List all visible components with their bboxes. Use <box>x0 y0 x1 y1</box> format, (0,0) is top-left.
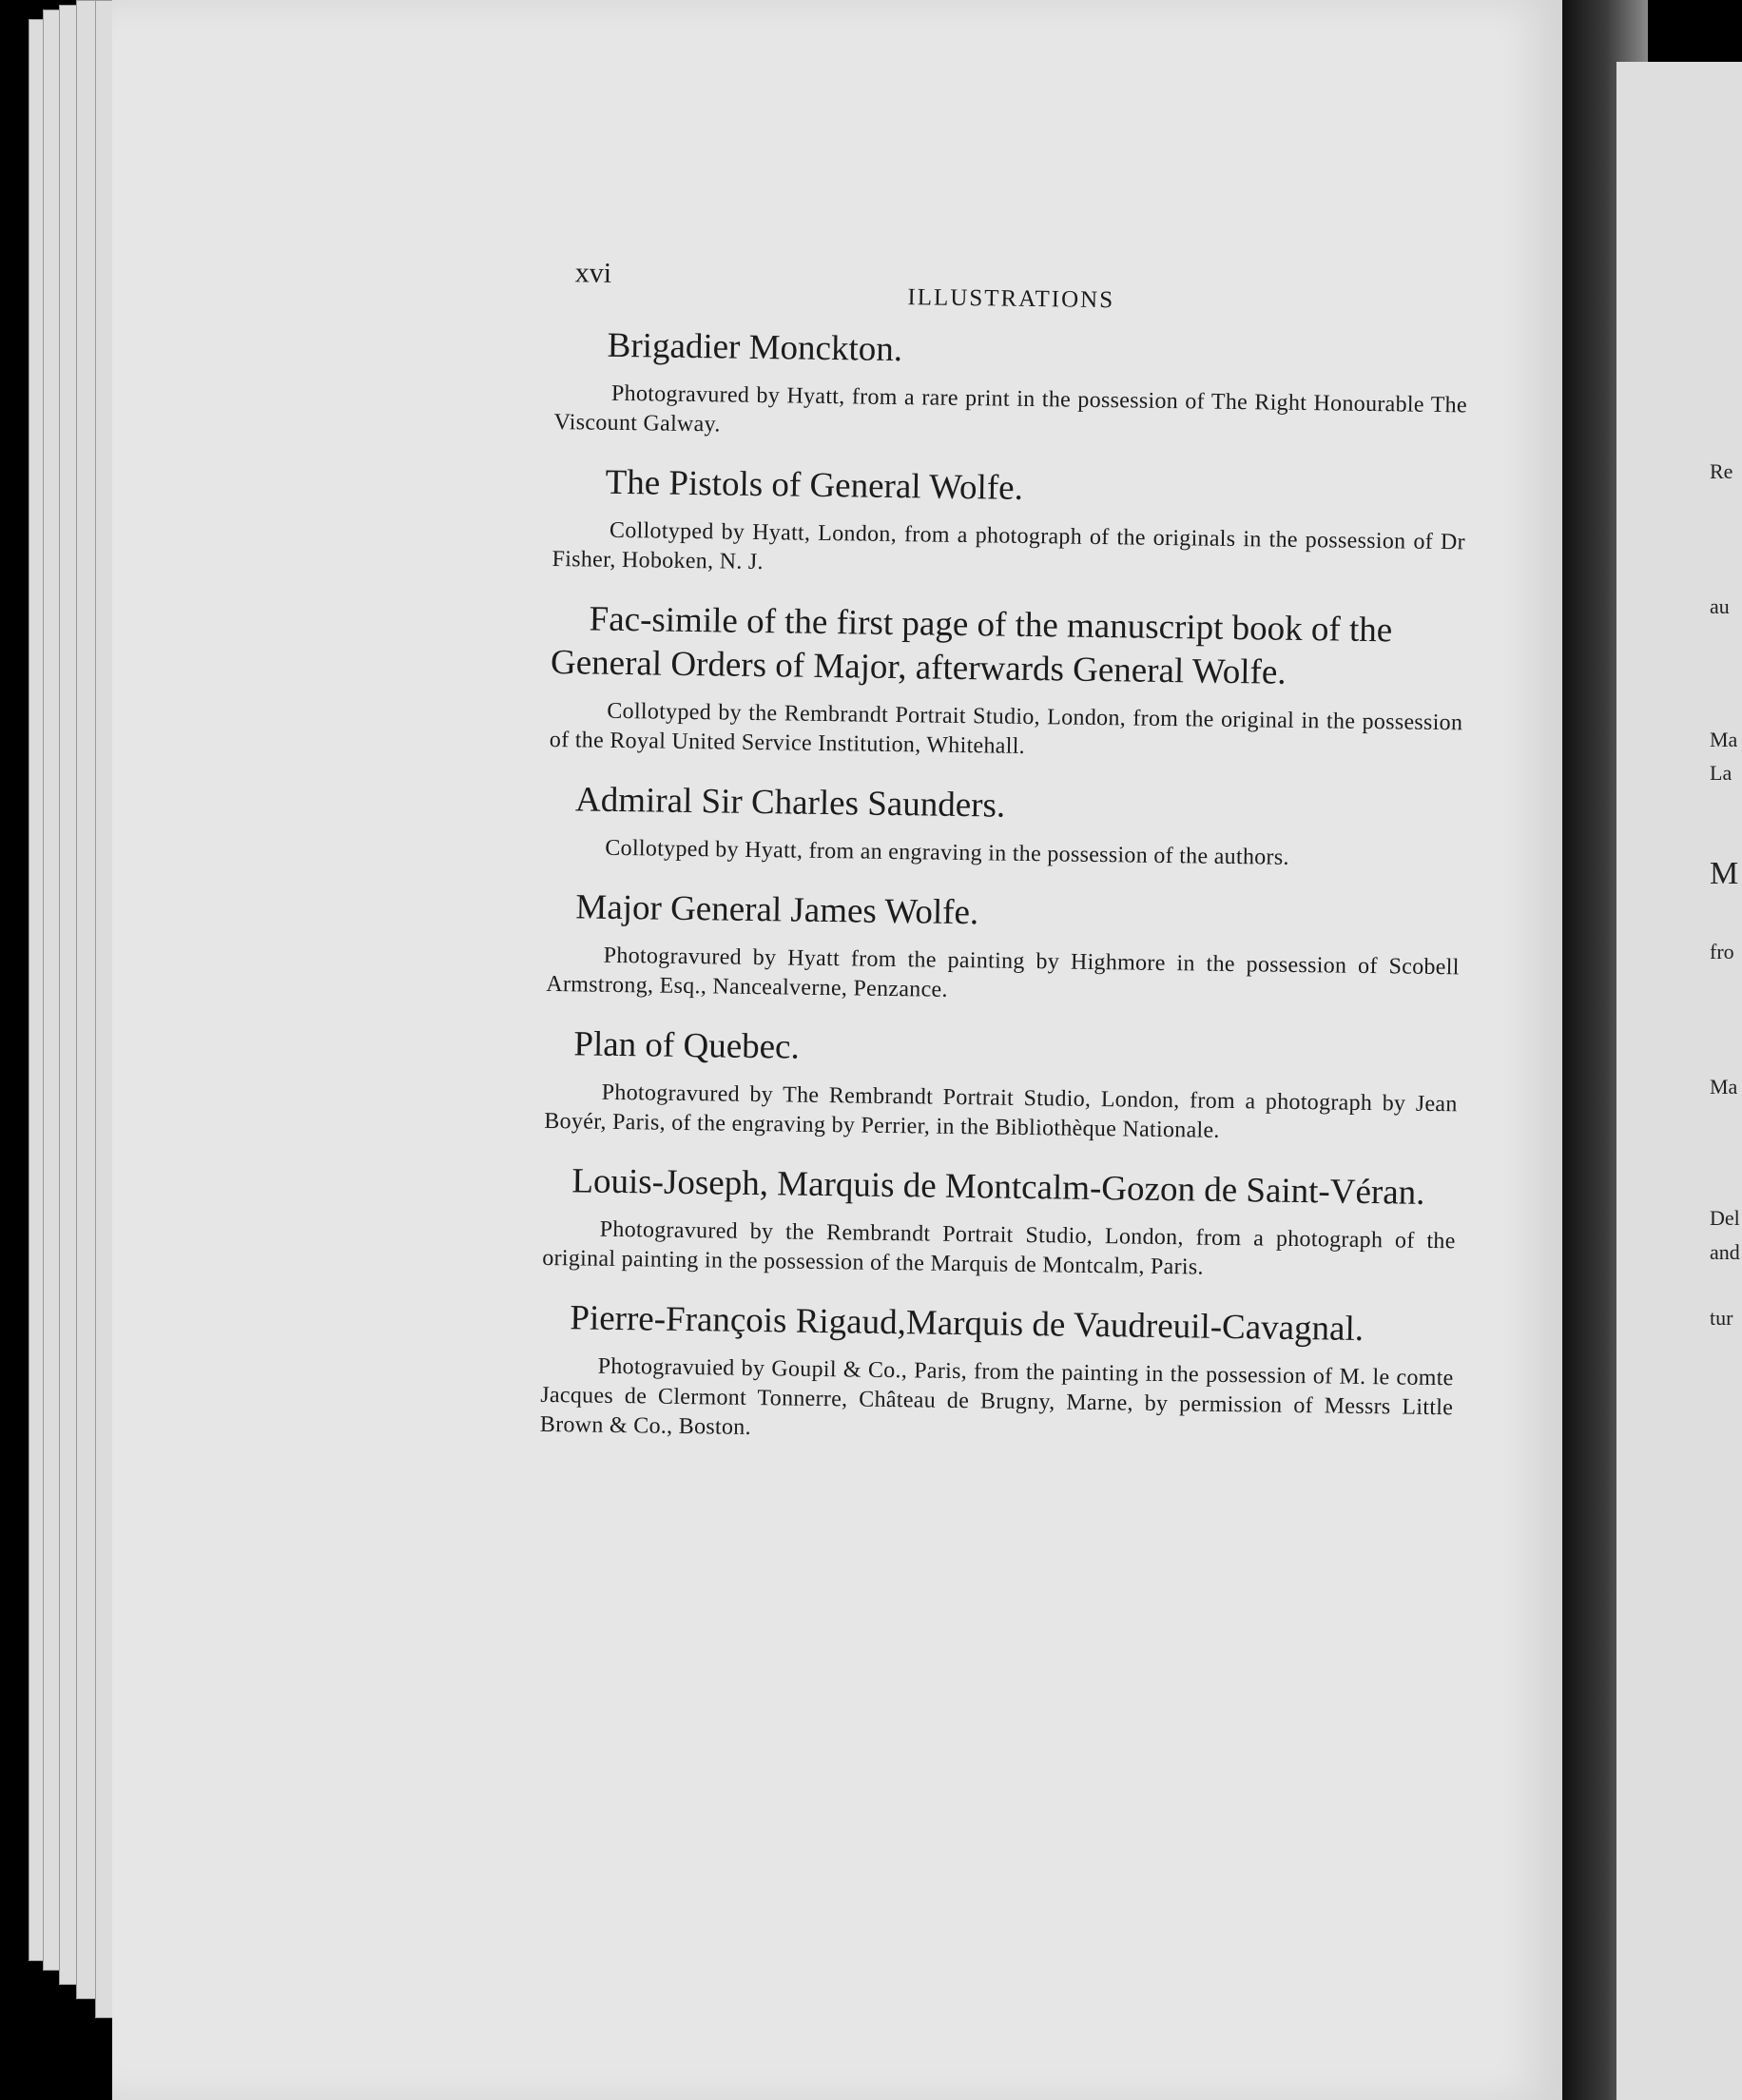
entry-title-text: Plan of Quebec. <box>573 1024 801 1067</box>
entry-title <box>547 885 1461 942</box>
illustration-entry <box>546 885 1461 1012</box>
page-content <box>539 257 1469 1475</box>
entry-description: Photogravuied by Goupil & Co., Paris, from the painting in the possession of M. le comte Jacques de Clermont Tonnerre, Château de Brugny, Marne, by permission of Messrs Little Brown & Co., Boston. <box>539 1353 1454 1440</box>
entry-description: Collotyped by Hyatt, London, from a photograph of the originals in the possession of Dr Fisher, Hoboken, N. J. <box>552 517 1466 575</box>
entry-title: Louis-Joseph, Marquis de Montcalm-Gozon de Saint-Véran. <box>571 1161 1425 1213</box>
entry-description: Photogravured by Hyatt, from a rare print in the possession of The Right Honourable The Viscount Galway. <box>553 380 1468 438</box>
facing-page-fragment: fro <box>1710 940 1734 963</box>
facing-page-fragment: La <box>1710 761 1732 785</box>
entry-description: Photogravured by the Rembrandt Portrait Studio, London, from a photograph of the original painting in the possession of the Marquis de Montcalm, Paris. <box>542 1216 1456 1280</box>
illustration-entry <box>553 323 1468 450</box>
facing-page-fragment: Ma <box>1710 1075 1738 1099</box>
entry-title: Fac-simile of the first page of the manuscript book of the General Orders of Major, afterwards General Wolfe. <box>550 599 1393 692</box>
facing-page-fragment: tur <box>1710 1306 1733 1330</box>
entry-description: Collotyped by the Rembrandt Portrait Studio, London, from the original in the possession of the Royal United Service Institution, Whitehall. <box>549 698 1463 759</box>
illustration-entry <box>548 778 1461 875</box>
illustration-entry <box>544 1022 1459 1149</box>
entry-description: Collotyped by Hyatt, from an engraving in the possession of the authors. <box>605 835 1289 870</box>
illustration-entry <box>540 1296 1455 1452</box>
entry-description: Photogravured by Hyatt from the painting by Highmore in the possession of Scobell Armstrong, Esq., Nancealverne, Penzance. <box>546 943 1460 1002</box>
illustration-entry <box>552 460 1466 587</box>
entry-title: Pierre-François Rigaud,Marquis de Vaudreuil-Cavagnal. <box>570 1298 1365 1349</box>
entry-title-text: Admiral Sir Charles Saunders. <box>574 780 1006 826</box>
entry-title <box>545 1022 1459 1079</box>
entry-title-text: Brigadier Monckton. <box>607 325 903 370</box>
facing-page-fragment: and <box>1710 1240 1740 1264</box>
entry-title <box>549 778 1462 834</box>
running-head: ILLUSTRATIONS <box>907 284 1115 314</box>
entry-title-text: The Pistols of General Wolfe. <box>605 462 1024 508</box>
page-header <box>555 257 1469 336</box>
entry-title-text: Major General James Wolfe. <box>575 887 979 933</box>
facing-page-fragment: Ma <box>1710 728 1738 751</box>
facing-page-fragment: Del <box>1710 1206 1740 1230</box>
entry-description: Photogravured by The Rembrandt Portrait Studio, London, from a photograph by Jean Boyér, Paris, of the engraving by Perrier, in the Bibliothèque Nationale. <box>544 1079 1458 1143</box>
illustration-entry <box>550 597 1464 768</box>
facing-page-fragment: Re <box>1710 459 1733 483</box>
illustration-entry <box>542 1159 1457 1286</box>
facing-page-fragment: M <box>1710 856 1739 891</box>
facing-page-fragment: au <box>1710 594 1730 618</box>
page-number: xvi <box>574 257 612 289</box>
entry-title <box>552 460 1466 516</box>
